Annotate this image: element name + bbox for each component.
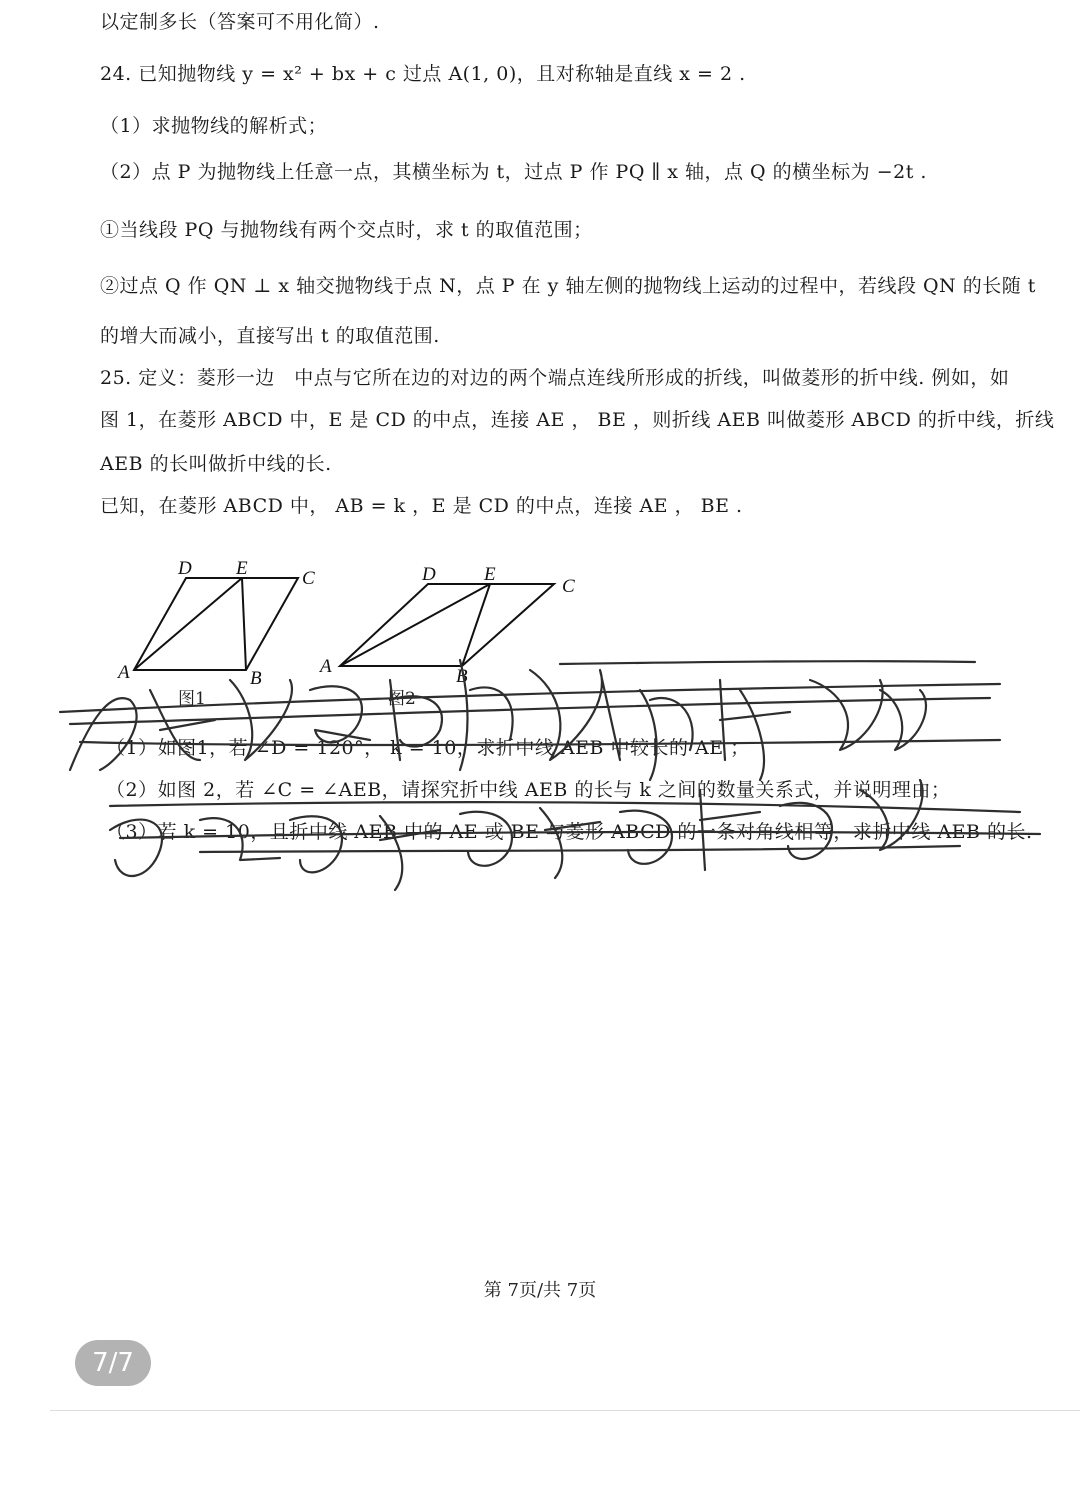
figure-1-caption: 图1 <box>178 689 206 709</box>
label-b-fig2: B <box>456 666 468 687</box>
question-24-part-2a: ①当线段 PQ 与抛物线有两个交点时，求 t 的取值范围； <box>100 219 593 241</box>
scribble-stroke <box>810 680 883 750</box>
scribble-stroke <box>720 680 790 780</box>
label-d-fig2: D <box>422 564 436 585</box>
rhombus-abcd-fig2 <box>340 584 554 666</box>
scribble-stroke <box>640 690 693 780</box>
page-indicator: 7/7 <box>75 1340 151 1386</box>
segment-be-fig1 <box>242 578 246 670</box>
question-24-part-1: （1）求抛物线的解析式； <box>100 115 328 137</box>
rhombus-abcd-fig1 <box>134 578 298 670</box>
question-25-definition-line1: 25. 定义：菱形一边 中点与它所在边的对边的两个端点连线所形成的折线，叫做菱形的折中线. 例如，如 <box>100 367 1010 389</box>
label-c-fig1: C <box>302 568 315 589</box>
text-line-continuation: 以定制多长（答案可不用化简）. <box>100 11 380 33</box>
scribble-line <box>110 802 1020 812</box>
label-b-fig1: B <box>250 668 262 689</box>
scribble-line <box>200 846 960 852</box>
question-24-part-2b-line1: ②过点 Q 作 QN ⊥ x 轴交抛物线于点 N，点 P 在 y 轴左侧的抛物线上运动的过程中，若线段 QN 的长随 t <box>100 275 1036 297</box>
label-c-fig2: C <box>562 576 575 597</box>
bottom-divider <box>50 1410 1080 1411</box>
label-a-fig2: A <box>320 656 332 677</box>
scribble-line <box>560 661 975 664</box>
question-24-part-2: （2）点 P 为抛物线上任意一点，其横坐标为 t，过点 P 作 PQ ∥ x 轴，点 Q 的横坐标为 −2t . <box>100 161 927 183</box>
figure-1 <box>110 550 330 710</box>
figure-2-caption: 图2 <box>388 689 416 709</box>
question-24-part-2b-line2: 的增大而减小，直接写出 t 的取值范围. <box>100 325 440 347</box>
question-25-sub-3: （3）若 k = 10，且折中线 AEB 中的 AE 或 BE 与菱形 ABCD 的一条对角线相等，求折中线 AEB 的长. <box>106 821 1033 843</box>
label-e-fig2: E <box>484 564 496 585</box>
question-24-stem: 24. 已知抛物线 y = x² + bx + c 过点 A(1, 0)，且对称轴是直线 x = 2 . <box>100 63 746 85</box>
question-25-sub-2: （2）如图 2，若 ∠C = ∠AEB，请探究折中线 AEB 的长与 k 之间的数量关系式，并说明理由； <box>106 779 951 801</box>
label-d-fig1: D <box>178 558 192 579</box>
page-footer: 第 7页/共 7页 <box>483 1280 597 1301</box>
question-25-sub-1: （1）如图1，若 ∠D = 120°， k = 10，求折中线 AEB 中较长的 AE ； <box>106 737 750 759</box>
scribble-stroke <box>880 690 926 750</box>
question-25-definition-line2: 图 1，在菱形 ABCD 中，E 是 CD 的中点，连接 AE ， BE ，则折线 AEB 叫做菱形 ABCD 的折中线，折线 <box>100 409 1055 431</box>
question-25-given: 已知，在菱形 ABCD 中， AB = k ，E 是 CD 的中点，连接 AE ， BE . <box>100 495 743 517</box>
question-25-definition-line3: AEB 的长叫做折中线的长. <box>100 453 332 475</box>
segment-ae-fig1 <box>134 578 242 670</box>
label-a-fig1: A <box>118 662 130 683</box>
figure-2 <box>318 558 588 718</box>
label-e-fig1: E <box>236 558 248 579</box>
